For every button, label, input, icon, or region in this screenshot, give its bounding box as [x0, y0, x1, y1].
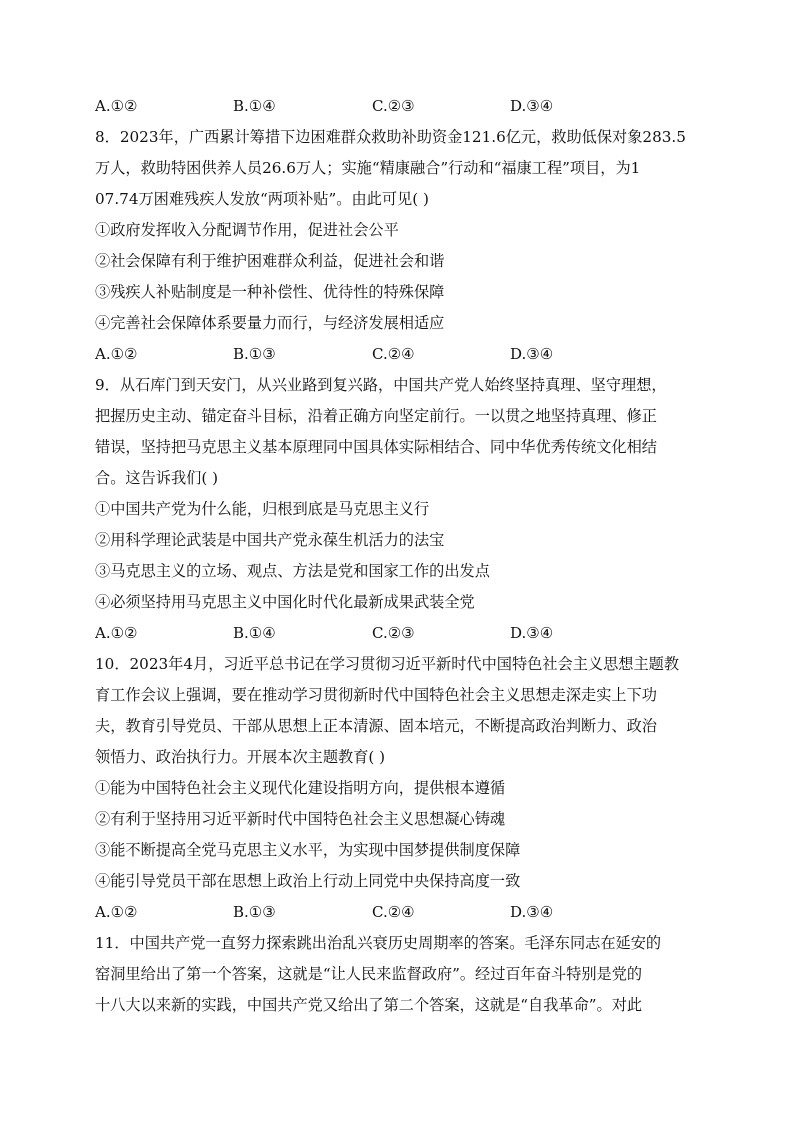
q10-statement-1: ①能为中国特色社会主义现代化建设指明方向，提供根本遵循	[95, 779, 506, 797]
q7-options	[95, 96, 701, 116]
q8-statement-4: ④完善社会保障体系要量力而行，与经济发展相适应	[95, 314, 445, 332]
q7-option-b[interactable]: B.①④	[233, 97, 276, 115]
q11-stem-line: 十八大以来新的实践，中国共产党又给出了第二个答案，这就是“自我革命”。对此	[95, 996, 643, 1014]
q9-statement-4: ④必须坚持用马克思主义中国化时代化最新成果武装全党	[95, 593, 475, 611]
q9-option-b[interactable]: B.①④	[233, 624, 276, 642]
q9-options	[95, 623, 701, 643]
q8-option-c[interactable]: C.②④	[372, 345, 415, 363]
q8-option-b[interactable]: B.①③	[233, 345, 276, 363]
q8-statement-3: ③残疾人补贴制度是一种补偿性、优待性的特殊保障	[95, 283, 445, 301]
q10-options	[95, 902, 701, 922]
q8-stem-line: 07.74万困难残疾人发放“两项补贴”。由此可见( )	[95, 190, 429, 208]
q10-option-c[interactable]: C.②④	[372, 903, 415, 921]
q9-option-a[interactable]: A.①②	[95, 624, 138, 642]
q10-stem-line: 夫，教育引导党员、干部从思想上正本清源、固本培元，不断提高政治判断力、政治	[95, 717, 657, 735]
q7-option-a[interactable]: A.①②	[95, 97, 138, 115]
q7-option-d[interactable]: D.③④	[510, 97, 554, 115]
q7-option-c[interactable]: C.②③	[372, 97, 415, 115]
q11-stem-line: 窑洞里给出了第一个答案，这就是“让人民来监督政府”。经过百年奋斗特别是党的	[95, 965, 643, 983]
q9-stem-line: 把握历史主动、锚定奋斗目标，沿着正确方向坚定前行。一以贯之地坚持真理、修正	[95, 407, 657, 425]
q9-stem-line: 9．从石库门到天安门，从兴业路到复兴路，中国共产党人始终坚持真理、坚守理想，	[95, 376, 667, 394]
q8-option-d[interactable]: D.③④	[510, 345, 554, 363]
q9-option-d[interactable]: D.③④	[510, 624, 554, 642]
q9-option-c[interactable]: C.②③	[372, 624, 415, 642]
q10-stem-line: 领悟力、政治执行力。开展本次主题教育( )	[95, 748, 386, 766]
q10-stem-line: 育工作会议上强调，要在推动学习贯彻新时代中国特色社会主义思想走深走实上下功	[95, 686, 657, 704]
q9-statement-1: ①中国共产党为什么能，归根到底是马克思主义行	[95, 500, 430, 518]
q10-statement-3: ③能不断提高全党马克思主义水平，为实现中国梦提供制度保障	[95, 841, 521, 859]
q8-statement-2: ②社会保障有利于维护困难群众利益，促进社会和谐	[95, 252, 445, 270]
q8-options	[95, 344, 701, 364]
q8-stem-line: 8．2023年，广西累计筹措下边困难群众救助补助资金121.6亿元，救助低保对象283.5	[95, 128, 686, 146]
q9-statement-2: ②用科学理论武装是中国共产党永葆生机活力的法宝	[95, 531, 445, 549]
q10-statement-2: ②有利于坚持用习近平新时代中国特色社会主义思想凝心铸魂	[95, 810, 506, 828]
q8-stem-line: 万人，救助特困供养人员26.6万人；实施“精康融合”行动和“福康工程”项目，为1	[95, 159, 641, 177]
q10-option-b[interactable]: B.①③	[233, 903, 276, 921]
q8-statement-1: ①政府发挥收入分配调节作用，促进社会公平	[95, 221, 399, 239]
q10-stem-line: 10．2023年4月，习近平总书记在学习贯彻习近平新时代中国特色社会主义思想主题教	[95, 655, 680, 673]
q11-stem-line: 11．中国共产党一直努力探索跳出治乱兴衰历史周期率的答案。毛泽东同志在延安的	[95, 934, 662, 952]
q9-stem-line: 合。这告诉我们( )	[95, 469, 218, 487]
q9-stem-line: 错误，坚持把马克思主义基本原理同中国具体实际相结合、同中华优秀传统文化相结	[95, 438, 657, 456]
q10-option-d[interactable]: D.③④	[510, 903, 554, 921]
q10-option-a[interactable]: A.①②	[95, 903, 138, 921]
q8-option-a[interactable]: A.①②	[95, 345, 138, 363]
q9-statement-3: ③马克思主义的立场、观点、方法是党和国家工作的出发点	[95, 562, 490, 580]
q10-statement-4: ④能引导党员干部在思想上政治上行动上同党中央保持高度一致	[95, 872, 521, 890]
